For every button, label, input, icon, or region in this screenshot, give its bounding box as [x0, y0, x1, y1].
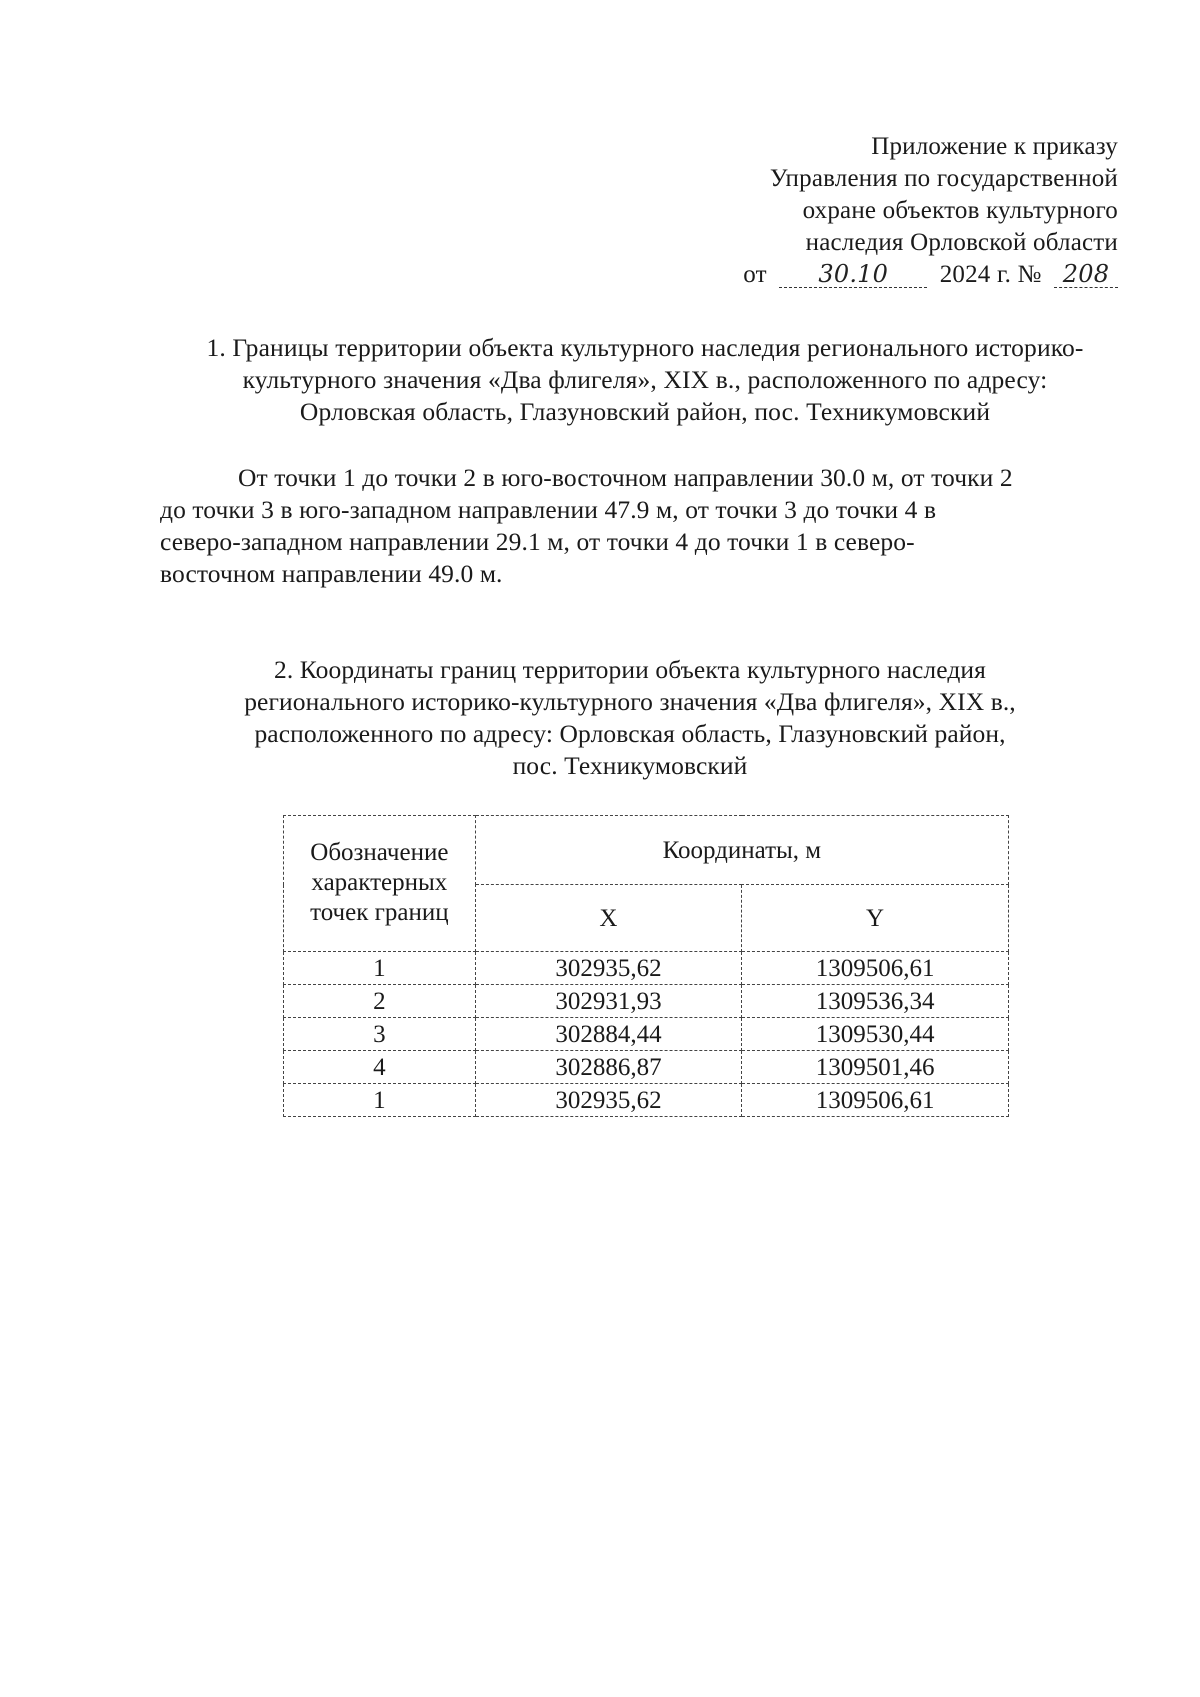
year-text: 2024 г. №	[939, 261, 1042, 288]
header-line: Приложение к приказу	[871, 133, 1118, 160]
title-line: 1. Границы территории объекта культурного наследия регионального историко-	[206, 333, 1084, 362]
paragraph-line: От точки 1 до точки 2 в юго-восточном направлении 30.0 м, от точки 2	[238, 463, 1013, 492]
table-row	[284, 1018, 1009, 1051]
header-line: Управления по государственной	[769, 165, 1118, 192]
x-cell: 302935,62	[475, 1084, 741, 1117]
x-cell: 302935,62	[475, 952, 741, 985]
coordinates-group-header: Координаты, м	[475, 816, 1008, 885]
point-cell: 3	[284, 1018, 476, 1051]
table-row	[284, 985, 1009, 1018]
y-column-header: Y	[742, 885, 1009, 952]
y-cell: 1309501,46	[742, 1051, 1009, 1084]
y-cell: 1309506,61	[742, 1084, 1009, 1117]
coordinates-table	[283, 815, 1009, 1117]
handwritten-order-number: 208	[1054, 261, 1118, 288]
table-row	[284, 952, 1009, 985]
title-line: регионального историко-культурного значения «Два флигеля», XIX в.,	[244, 687, 1016, 716]
x-cell: 302884,44	[475, 1018, 741, 1051]
title-line: пос. Техникумовский	[512, 751, 748, 780]
y-cell: 1309506,61	[742, 952, 1009, 985]
title-line: культурного значения «Два флигеля», XIX в., расположенного по адресу:	[242, 365, 1048, 394]
paragraph-line: до точки 3 в юго-западном направлении 47.9 м, от точки 3 до точки 4 в	[160, 495, 937, 524]
section2-title	[195, 654, 1065, 782]
section1-title	[165, 332, 1125, 428]
point-cell: 1	[284, 1084, 476, 1117]
title-line: 2. Координаты границ территории объекта культурного наследия	[274, 655, 986, 684]
x-cell: 302886,87	[475, 1051, 741, 1084]
table-row	[284, 1084, 1009, 1117]
handwritten-date: 30.10	[779, 261, 927, 288]
paragraph-line: северо-западном направлении 29.1 м, от точки 4 до точки 1 в северо-	[160, 527, 915, 556]
title-line: Орловская область, Глазуновский район, пос. Техникумовский	[299, 397, 991, 426]
point-cell: 2	[284, 985, 476, 1018]
date-prefix: от	[743, 261, 767, 288]
point-cell: 1	[284, 952, 476, 985]
y-cell: 1309530,44	[742, 1018, 1009, 1051]
title-line: расположенного по адресу: Орловская область, Глазуновский район,	[254, 719, 1006, 748]
point-cell: 4	[284, 1051, 476, 1084]
x-column-header: X	[475, 885, 741, 952]
header-line: охране объектов культурного	[802, 197, 1118, 224]
point-designation-header: Обозначение характерных точек границ	[284, 816, 476, 952]
paragraph-line: восточном направлении 49.0 м.	[160, 559, 503, 588]
header-line: наследия Орловской области	[805, 229, 1118, 256]
boundary-description	[160, 462, 1120, 590]
x-cell: 302931,93	[475, 985, 741, 1018]
order-appendix-header	[658, 131, 1118, 291]
order-date-line	[658, 259, 1118, 291]
table-row	[284, 1051, 1009, 1084]
y-cell: 1309536,34	[742, 985, 1009, 1018]
